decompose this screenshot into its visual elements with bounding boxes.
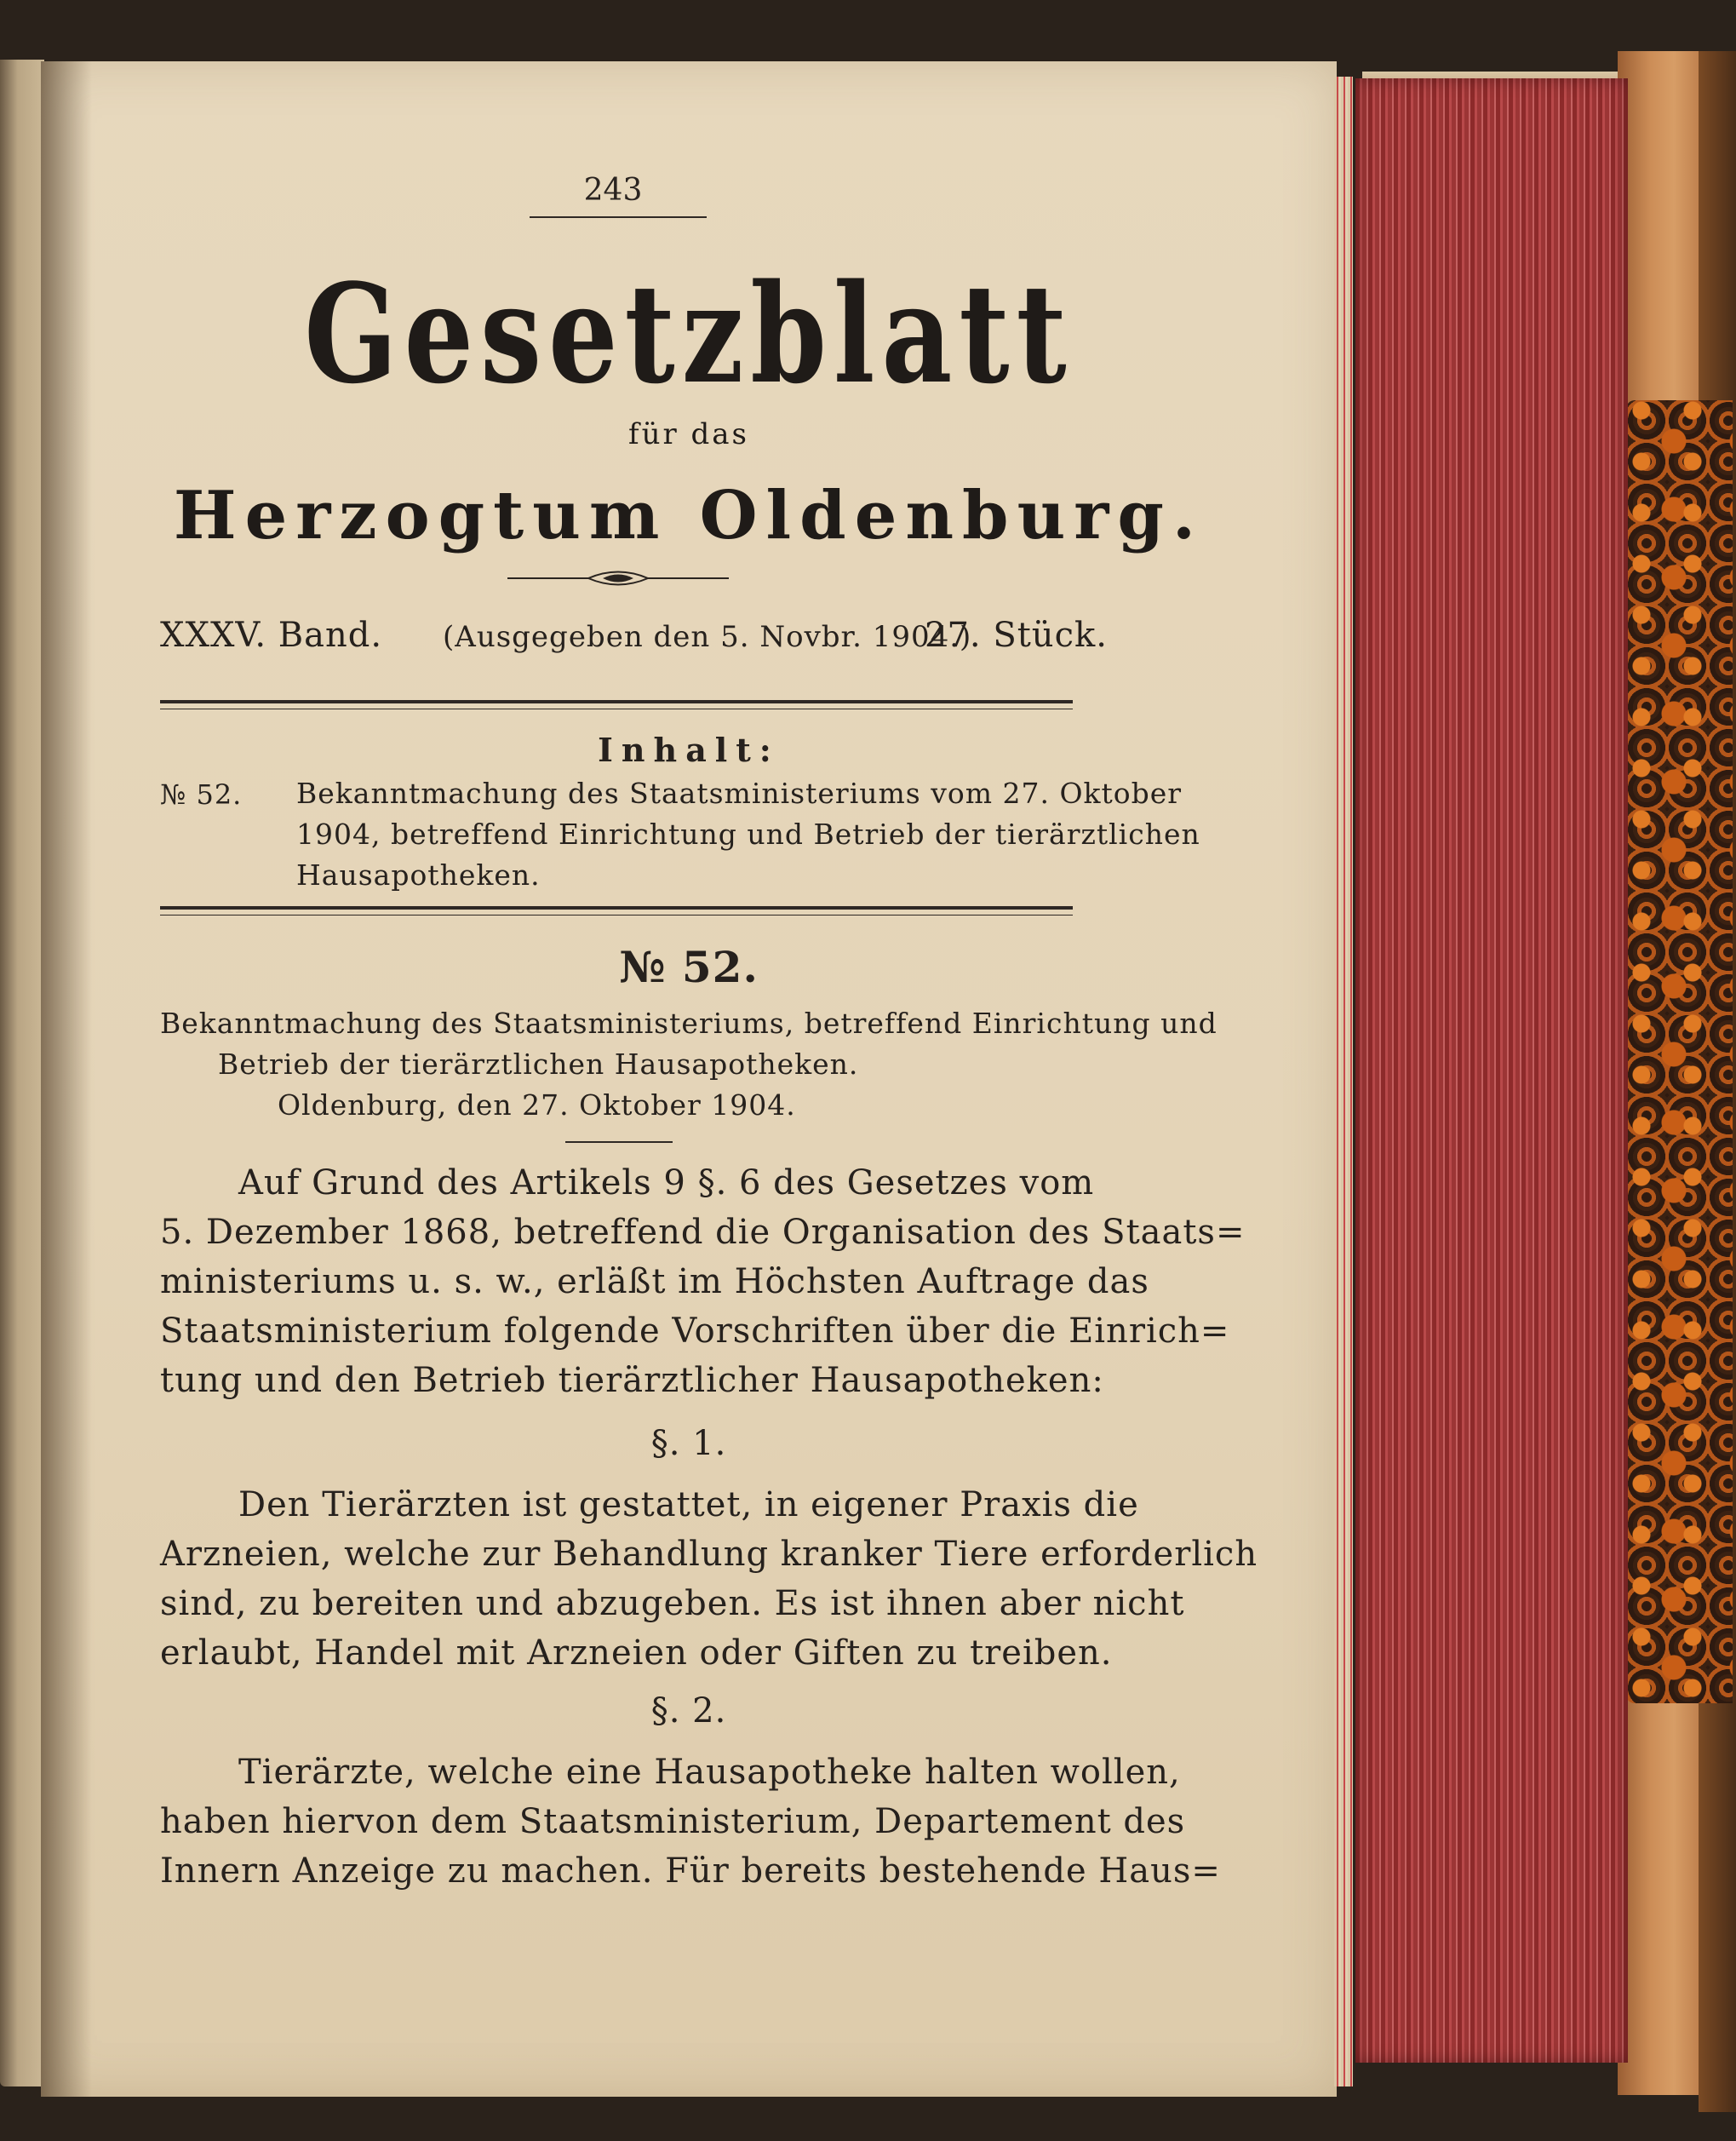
intro-line: Auf Grund des Artikels 9 §. 6 des Gesetzes vom	[238, 1163, 1095, 1203]
article-title-line: Bekanntmachung des Staatsministeriums, betreffend Einrichtung und	[160, 1007, 1217, 1040]
intro-line: ministeriums u. s. w., erläßt im Höchsten Auftrage das	[160, 1262, 1149, 1301]
section-line: Tierärzte, welche eine Hausapotheke halten wollen,	[238, 1753, 1181, 1792]
issue-volume: XXXV. Band.	[160, 616, 383, 655]
section-line: Den Tierärzten ist gestattet, in eigener Praxis die	[238, 1485, 1139, 1524]
section-line: Arzneien, welche zur Behandlung kranker Tiere erforderlich	[160, 1535, 1258, 1574]
article-head-rule	[565, 1141, 673, 1143]
contents-number: № 52.	[160, 778, 243, 811]
intro-line: Staatsministerium folgende Vorschriften über die Einrich=	[160, 1312, 1230, 1351]
section-heading: §. 1.	[650, 1424, 727, 1463]
page-number: 243	[583, 173, 643, 208]
facing-page-edge	[0, 60, 44, 2086]
contents-heading: Inhalt:	[598, 731, 780, 769]
section-heading: §. 2.	[650, 1691, 727, 1731]
intro-line: 5. Dezember 1868, betreffend die Organisation des Staats=	[160, 1213, 1246, 1252]
contents-line: 1904, betreffend Einrichtung und Betrieb der tierärztlichen	[296, 818, 1200, 851]
section-line: sind, zu bereiten und abzugeben. Es ist ihnen aber nicht	[160, 1584, 1185, 1623]
section-line: Innern Anzeige zu machen. Für bereits bestehende Haus=	[160, 1851, 1221, 1891]
issue-part: 27. Stück.	[925, 616, 1108, 655]
masthead-country: Herzogtum Oldenburg.	[173, 477, 1205, 554]
intro-line: tung und den Betrieb tierärztlicher Hausapotheken:	[160, 1361, 1104, 1400]
section-line: erlaubt, Handel mit Arzneien oder Giften zu treiben.	[160, 1633, 1113, 1673]
marbled-cover	[1626, 400, 1733, 1703]
double-rule-bottom	[160, 906, 1073, 916]
double-rule-top	[160, 700, 1073, 709]
red-margin-rules	[1334, 77, 1353, 2086]
page-number-rule	[530, 216, 707, 218]
red-page-edges	[1355, 78, 1628, 2063]
section-line: haben hiervon dem Staatsministerium, Departement des	[160, 1802, 1186, 1841]
article-number: № 52.	[619, 942, 759, 992]
contents-line: Hausapotheken.	[296, 858, 541, 892]
masthead-for: für das	[627, 417, 750, 451]
ornament-divider-icon	[507, 567, 729, 589]
contents-line: Bekanntmachung des Staatsministeriums vom 27. Oktober	[296, 777, 1183, 810]
article-title-line: Betrieb der tierärztlichen Hausapotheken.	[218, 1048, 859, 1081]
issue-date: (Ausgegeben den 5. Novbr. 1904.)	[443, 620, 972, 654]
masthead-title: Gesetzblatt	[304, 255, 1074, 415]
article-place-date: Oldenburg, den 27. Oktober 1904.	[278, 1088, 796, 1122]
